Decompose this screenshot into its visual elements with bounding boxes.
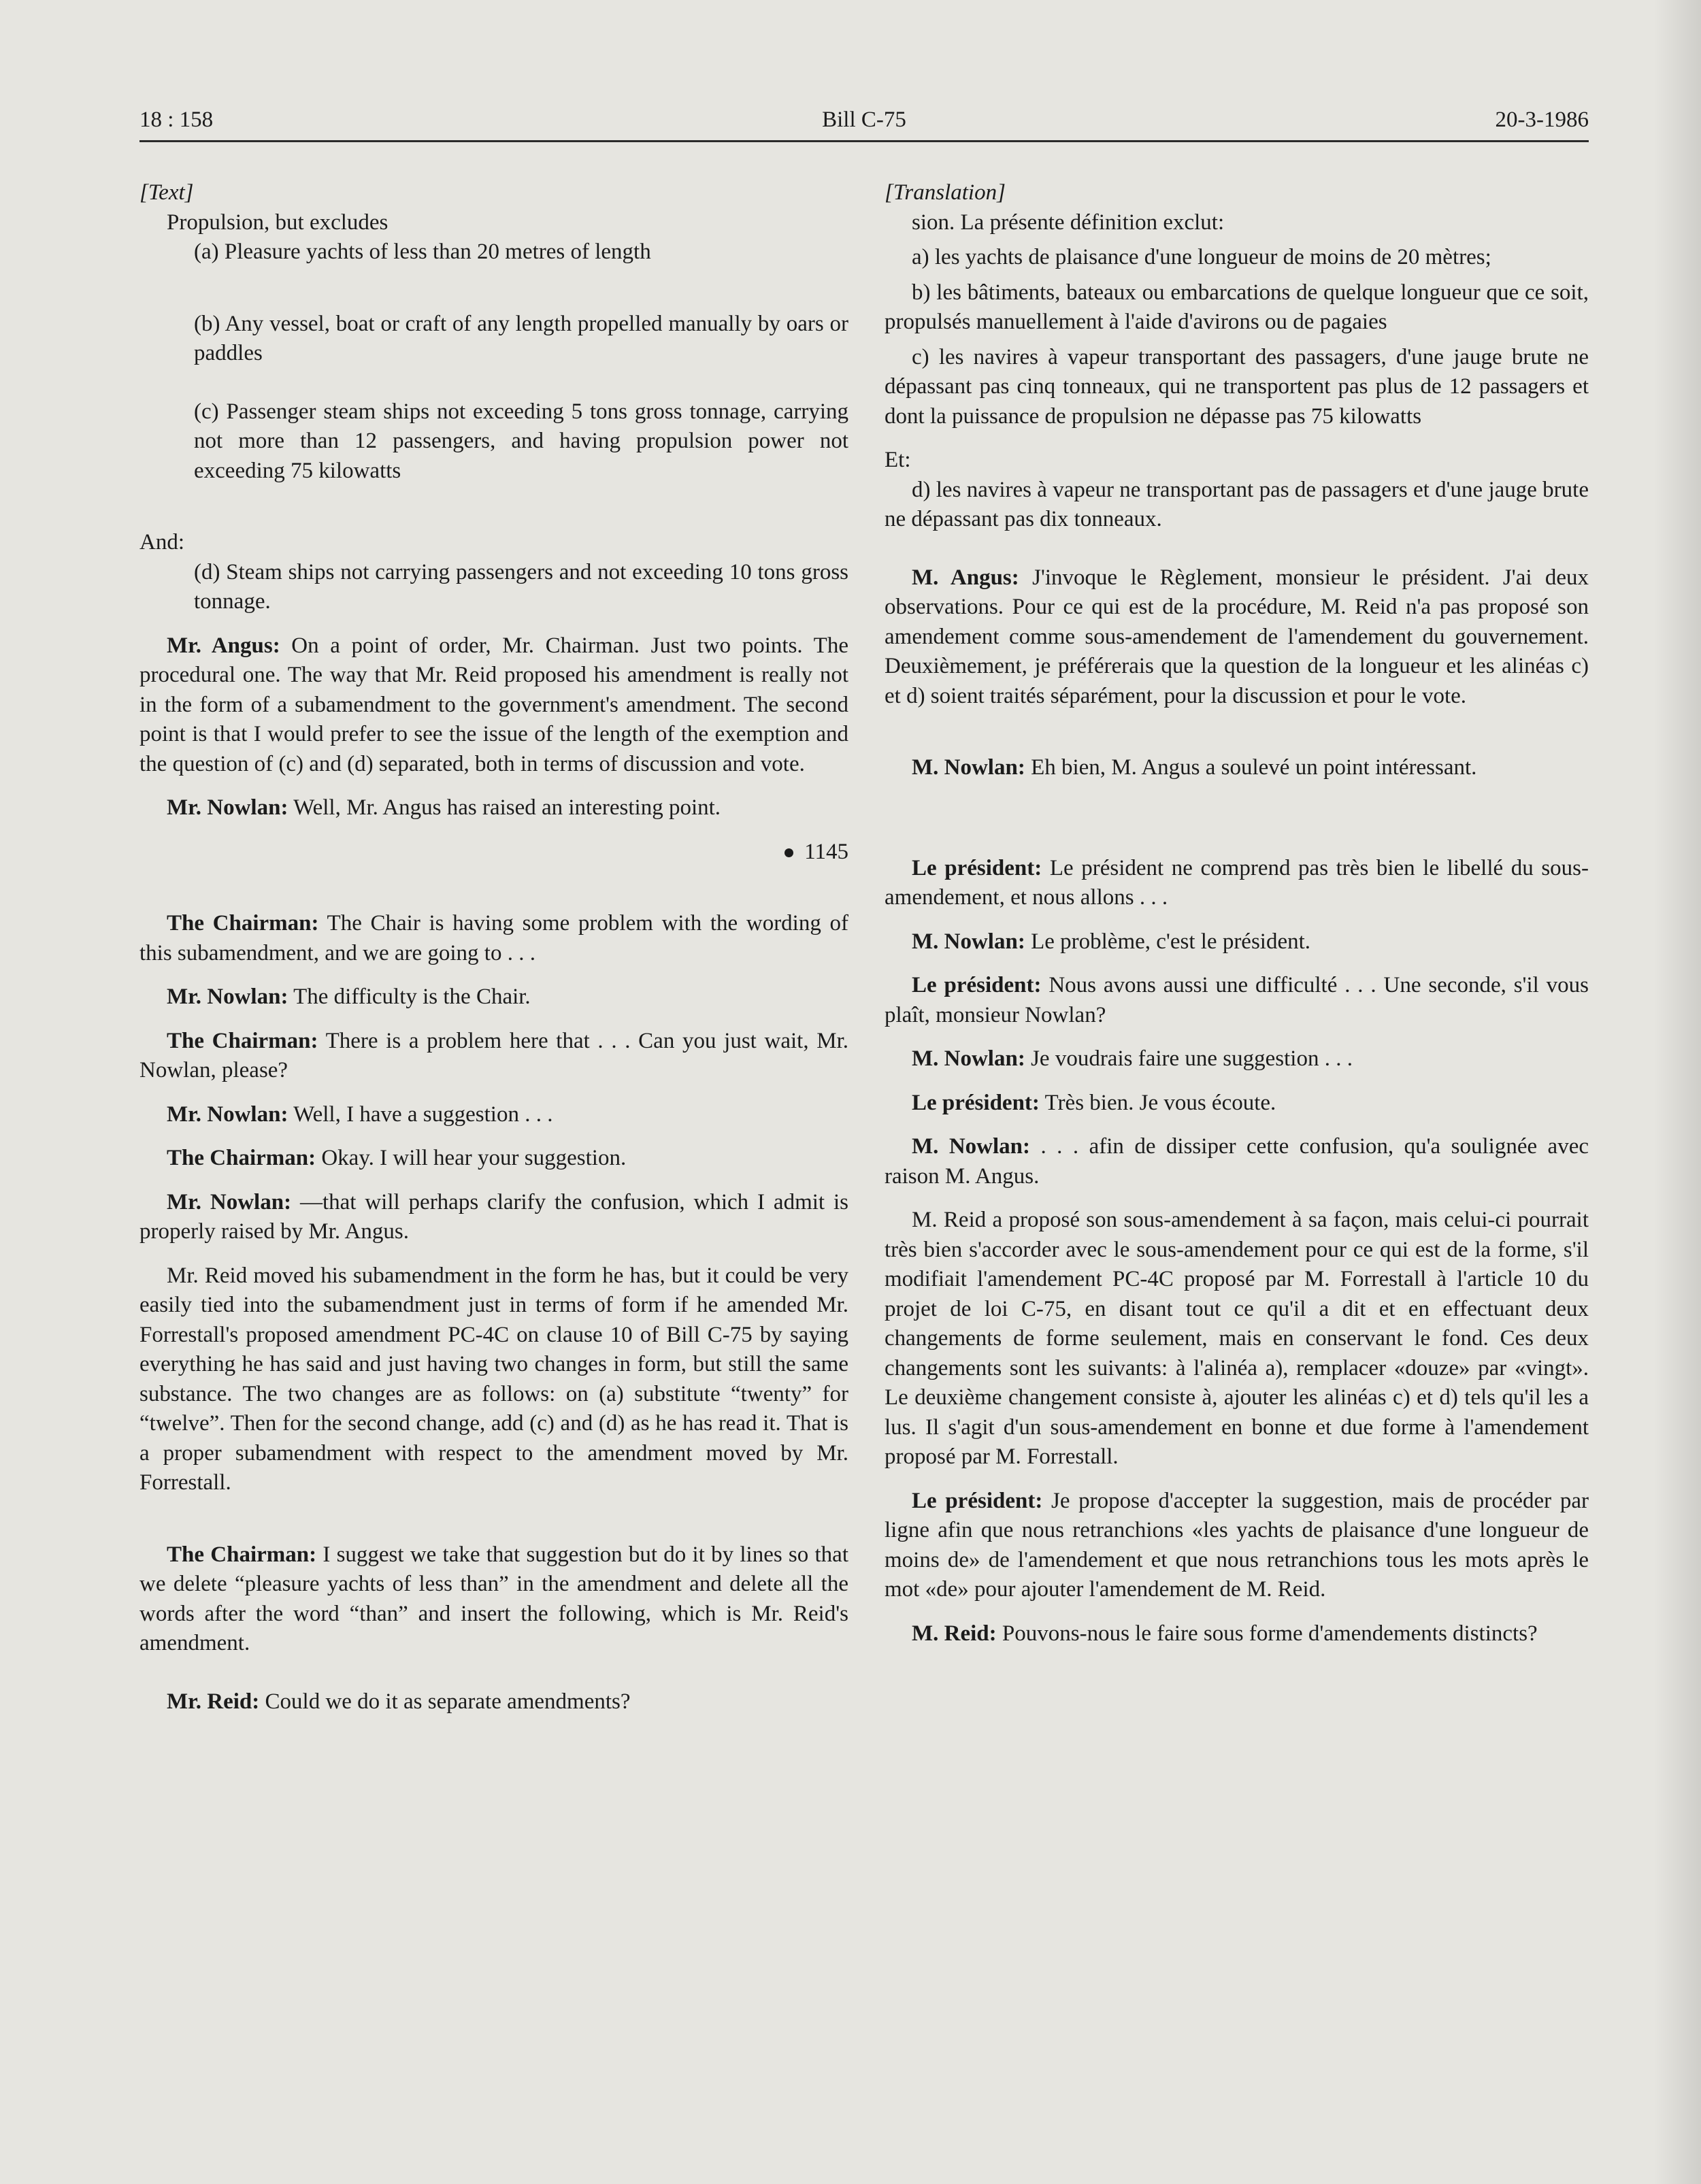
definition-intro: Propulsion, but excludes	[167, 210, 389, 235]
speaker-name: M. Angus:	[912, 565, 1019, 590]
speech-paragraph	[139, 982, 848, 1012]
speech-text: There is a problem here that . . . Can you just wait, Mr. Nowlan, please?	[139, 1028, 849, 1082]
speech-text: Le président ne comprend pas très bien le libellé du sous-amendement, et nous allons . . .	[885, 855, 1589, 910]
speech-text: Très bien. Je vous écoute.	[1039, 1090, 1276, 1115]
speech-text: Well, Mr. Angus has raised an interesting point.	[288, 795, 721, 820]
speaker-name: M. Nowlan:	[912, 1134, 1031, 1159]
definition-intro: sion. La présente définition exclut:	[912, 210, 1225, 235]
english-column	[139, 178, 848, 1717]
speech-text: The difficulty is the Chair.	[288, 985, 531, 1009]
speech-text: Je propose d'accepter la suggestion, mais de procéder par ligne afin que nous retranchions «les yachts de plaisance d'une longueur de moins de» de l'amendement et que nous retranchions tous les mots après le mot «de» pour ajouter l'amendement de M. Reid.	[885, 1488, 1589, 1602]
speech-text: Eh bien, M. Angus a soulevé un point intéressant.	[1025, 755, 1477, 780]
and-label: And:	[139, 530, 184, 555]
speech-paragraph	[885, 1089, 1589, 1119]
speaker-name: The Chairman:	[167, 911, 319, 936]
et-label: Et:	[885, 448, 911, 472]
speaker-name: The Chairman:	[167, 1146, 316, 1170]
definition-item-d: d) les navires à vapeur ne transportant pas de passagers et d'une jauge brute ne dépassant pas dix tonneaux.	[885, 477, 1589, 531]
speech-paragraph	[139, 1687, 848, 1717]
bullet-icon	[785, 848, 793, 857]
speaker-name: M. Nowlan:	[912, 1046, 1025, 1071]
speech-paragraph	[885, 971, 1589, 1030]
speech-paragraph	[139, 1540, 848, 1659]
speech-paragraph	[139, 631, 848, 780]
speech-paragraph	[139, 1100, 848, 1130]
speaker-name: Mr. Nowlan:	[167, 1189, 292, 1214]
speaker-name: Mr. Nowlan:	[167, 795, 288, 820]
speech-paragraph	[885, 854, 1589, 913]
definition-item-c: c) les navires à vapeur transportant des passagers, d'une jauge brute ne dépassant pas cinq tonneaux, qui ne transportent pas plus de 12 passagers et dont la puissance de propulsion ne dépasse pas 75 kilowatts	[885, 344, 1589, 429]
speech-text: The Chair is having some problem with the wording of this subamendment, and we are going to . . .	[139, 911, 848, 965]
page-header	[139, 102, 1589, 143]
speaker-name: Mr. Nowlan:	[167, 1102, 288, 1127]
page-edge-shadow	[1653, 0, 1701, 2184]
definition-item-b: b) les bâtiments, bateaux ou embarcations de quelque longueur que ce soit, propulsés manuellement à l'aide d'avirons ou de pagaies	[885, 280, 1589, 334]
speaker-name: Le président:	[912, 1488, 1043, 1513]
column-label: [Translation]	[885, 180, 1006, 205]
speech-text: Well, I have a suggestion . . .	[288, 1102, 553, 1127]
speech-paragraph	[139, 793, 848, 823]
time-marker	[139, 838, 848, 867]
speech-text: J'invoque le Règlement, monsieur le président. J'ai deux observations. Pour ce qui est de la procédure, M. Reid n'a pas proposé son amendement comme sous-amendement de l'amendement du gouvernement. Deuxièmement, je préférerais que la question de la longueur et les alinéas c) et d) soient traités séparément, pour la discussion et pour le vote.	[885, 565, 1589, 708]
speaker-name: The Chairman:	[167, 1028, 318, 1053]
french-column	[885, 178, 1589, 1649]
speech-paragraph	[139, 1188, 848, 1247]
speech-text: I suggest we take that suggestion but do it by lines so that we delete “pleasure yachts of less than” in the amendment and delete all the words after the word “than” and insert the following, which is Mr. Reid's amendment.	[139, 1542, 848, 1655]
speaker-name: Mr. Angus:	[167, 633, 280, 658]
speaker-name: Le président:	[912, 1090, 1040, 1115]
speech-text: Je voudrais faire une suggestion . . .	[1025, 1046, 1353, 1071]
speech-paragraph	[885, 1619, 1589, 1649]
speaker-name: Mr. Nowlan:	[167, 985, 288, 1009]
speech-paragraph	[885, 1487, 1589, 1605]
speaker-name: Le président:	[912, 855, 1042, 880]
speech-paragraph	[139, 1144, 848, 1174]
definition-item-a: a) les yachts de plaisance d'une longueur de moins de 20 mètres;	[912, 245, 1491, 269]
speech-text: Okay. I will hear your suggestion.	[316, 1146, 627, 1170]
speech-paragraph: M. Reid a proposé son sous-amendement à sa façon, mais celui-ci pourrait très bien s'accorder avec le sous-amendement pour ce qui est de la forme, s'il modifiait l'amendement PC-4C proposé par M. Forrestall à l'article 10 du projet de loi C-75, en disant tout ce qu'il a dit et en effectuant deux changements de forme seulement, mais en conservant le fond. Ces deux changements sont les suivants: à l'alinéa a), remplacer «douze» par «vingt». Le deuxième changement consiste à, ajouter les alinéas c) et d) tels qu'il les a lus. Il s'agit d'un sous-amendement en bonne et due forme à l'amendement proposé par M. Forrestall.	[885, 1208, 1589, 1469]
speaker-name: M. Nowlan:	[912, 929, 1025, 954]
speech-paragraph	[885, 1132, 1589, 1191]
definition-item-a: (a) Pleasure yachts of less than 20 metres of length	[194, 239, 651, 264]
speech-paragraph	[885, 927, 1589, 957]
speech-text: Pouvons-nous le faire sous forme d'amendements distincts?	[996, 1621, 1538, 1646]
page-number: 18 : 158	[139, 107, 214, 132]
speech-paragraph	[885, 753, 1589, 783]
speech-text: —that will perhaps clarify the confusion, which I admit is properly raised by Mr. Angus.	[139, 1189, 848, 1244]
speaker-name: The Chairman:	[167, 1542, 317, 1567]
speaker-name: M. Nowlan:	[912, 755, 1025, 780]
speech-paragraph	[139, 1027, 848, 1086]
speech-text: . . . afin de dissiper cette confusion, qu'a soulignée avec raison M. Angus.	[885, 1134, 1589, 1189]
speech-text: Le problème, c'est le président.	[1025, 929, 1311, 954]
speech-text: Could we do it as separate amendments?	[259, 1689, 631, 1714]
speech-paragraph	[139, 909, 848, 968]
speech-paragraph	[885, 563, 1589, 712]
definition-item-b: (b) Any vessel, boat or craft of any length propelled manually by oars or paddles	[194, 311, 848, 365]
speaker-name: Mr. Reid:	[167, 1689, 260, 1714]
definition-item-d: (d) Steam ships not carrying passengers and not exceeding 10 tons gross tonnage.	[194, 559, 848, 614]
speech-paragraph: Mr. Reid moved his subamendment in the form he has, but it could be very easily tied into the subamendment just in terms of form if he amended Mr. Forrestall's proposed amendment PC-4C on clause 10 of Bill C-75 by saying everything he has said and just having two changes in form, but still the same substance. The two changes are as follows: on (a) substitute “twenty” for “twelve”. Then for the second change, add (c) and (d) as he has read it. That is a proper subamendment with respect to the amendment moved by Mr. Forrestall.	[139, 1263, 848, 1495]
speech-text: Nous avons aussi une difficulté . . . Une seconde, s'il vous plaît, monsieur Nowlan?	[885, 973, 1589, 1027]
speaker-name: Le président:	[912, 973, 1042, 997]
definition-item-c: (c) Passenger steam ships not exceeding 5 tons gross tonnage, carrying not more than 12 passengers, and having propulsion power not exceeding 75 kilowatts	[194, 399, 848, 483]
page-date: 20-3-1986	[1495, 107, 1589, 132]
speech-text: On a point of order, Mr. Chairman. Just two points. The procedural one. The way that Mr. Reid proposed his amendment is really not in the form of a subamendment to the government's amendment. The second point is that I would prefer to see the issue of the length of the exemption and the question of (c) and (d) separated, both in terms of discussion and vote.	[139, 633, 848, 776]
time-value: 1145	[804, 839, 848, 864]
header-rule	[139, 140, 1589, 142]
column-label: [Text]	[139, 180, 194, 205]
bill-title: Bill C-75	[822, 107, 906, 132]
speaker-name: M. Reid:	[912, 1621, 997, 1646]
speech-paragraph	[885, 1044, 1589, 1074]
